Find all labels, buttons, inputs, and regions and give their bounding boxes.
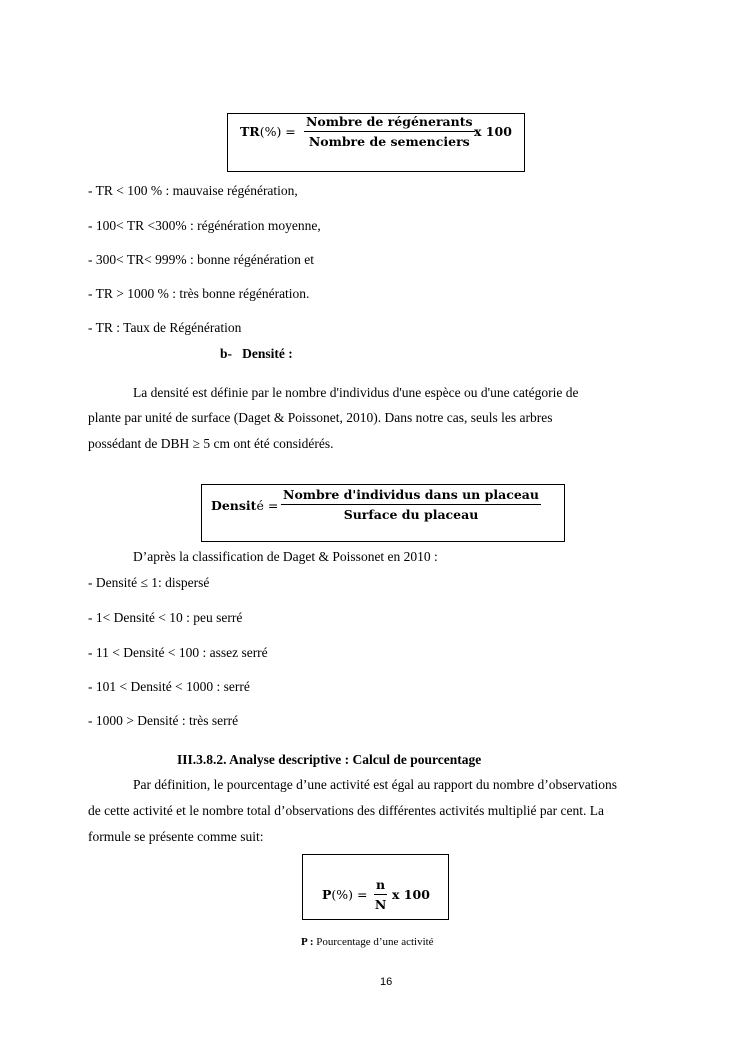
density-formula-denominator: Surface du placeau (343, 507, 479, 522)
density-formula-fraction (281, 487, 541, 522)
tr-scale-item: - 300< TR< 999% : bonne régénération et (88, 252, 315, 267)
tr-formula-lhs (240, 124, 296, 139)
density-scale-item: - 101 < Densité < 1000 : serré (88, 679, 250, 694)
tr-formula-multiplier: x 100 (474, 124, 512, 139)
density-paragraph-line: plante par unité de surface (Daget & Poissonet, 2010). Dans notre cas, seuls les arbres (88, 410, 553, 425)
density-scale-item: - 1< Densité < 10 : peu serré (88, 610, 243, 625)
percent-formula-lhs (322, 887, 367, 902)
tr-formula-denominator: Nombre de semenciers (308, 134, 470, 149)
density-paragraph-line: possédant de DBH ≥ 5 cm ont été considérés. (88, 436, 334, 451)
percent-paragraph-line: Par définition, le pourcentage d’une activité est égal au rapport du nombre d’observations (133, 777, 617, 792)
tr-scale-item: - 100< TR <300% : régénération moyenne, (88, 218, 321, 233)
tr-definition: - TR : Taux de Régénération (88, 320, 242, 335)
percent-paragraph-line: de cette activité et le nombre total d’observations des différentes activités multiplié par cent. La (88, 803, 604, 818)
percent-formula-numerator: n (374, 877, 387, 895)
density-scale-item: - 1000 > Densité : très serré (88, 713, 239, 728)
percent-formula-fraction (374, 877, 387, 912)
tr-scale-item: - TR > 1000 % : très bonne régénération. (88, 286, 310, 301)
percent-formula-denominator: N (374, 897, 387, 912)
density-formula-lhs-rest: é = (256, 498, 279, 513)
percent-formula-lhs-bold: P (322, 887, 332, 902)
tr-scale-item: - TR < 100 % : mauvaise régénération, (88, 183, 298, 198)
percent-formula-multiplier: x 100 (392, 887, 430, 902)
density-formula-numerator: Nombre d'individus dans un placeau (281, 487, 541, 505)
tr-formula-lhs-rest: (%) = (259, 124, 296, 139)
page-number: 16 (380, 976, 393, 988)
density-scale-item: - Densité ≤ 1: dispersé (88, 575, 210, 590)
density-formula-lhs-bold: Densit (211, 498, 257, 513)
density-heading: b- Densité : (220, 346, 293, 361)
density-formula-lhs (211, 498, 278, 513)
section-heading: III.3.8.2. Analyse descriptive : Calcul de pourcentage (177, 752, 482, 767)
density-scale-item: - 11 < Densité < 100 : assez serré (88, 645, 268, 660)
p-definition-label: P : (301, 936, 314, 948)
p-definition-text: Pourcentage d’une activité (316, 936, 434, 948)
p-definition (301, 936, 434, 948)
percent-formula-lhs-rest: (%) = (331, 887, 368, 902)
classification-intro: D’après la classification de Daget & Poissonet en 2010 : (133, 549, 438, 564)
tr-formula-lhs-bold: TR (240, 124, 260, 139)
density-paragraph-line: La densité est définie par le nombre d'individus d'une espèce ou d'une catégorie de (133, 385, 579, 400)
tr-formula-numerator: Nombre de régénerants (304, 114, 475, 132)
percent-paragraph-line: formule se présente comme suit: (88, 829, 264, 844)
tr-formula-fraction (304, 114, 475, 149)
